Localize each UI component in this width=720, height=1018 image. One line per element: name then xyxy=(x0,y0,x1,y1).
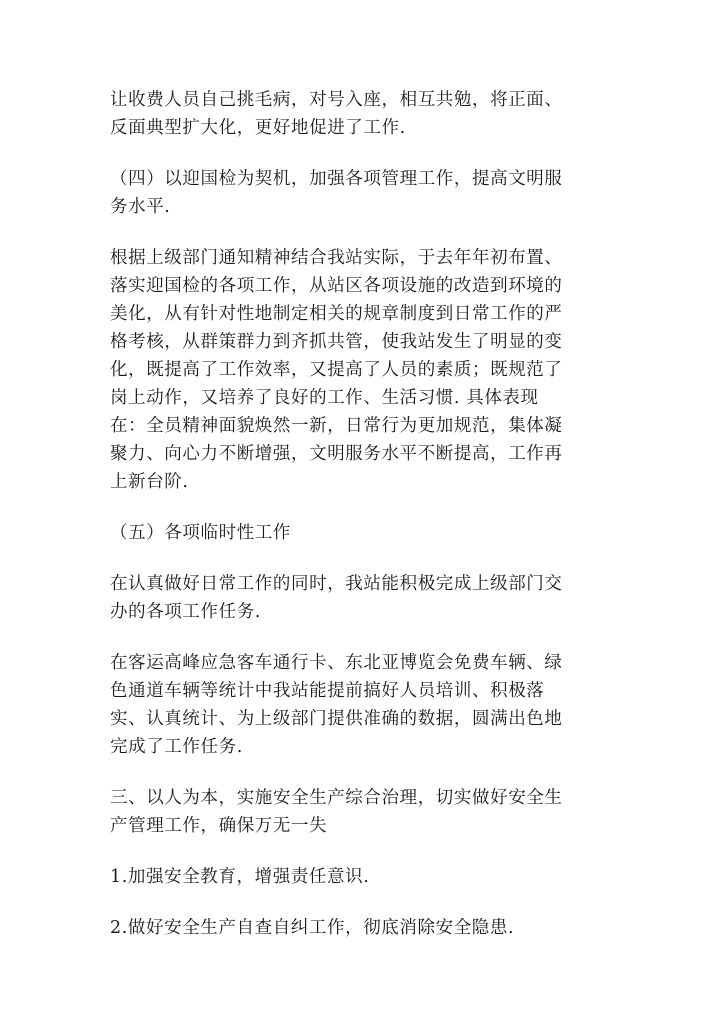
section-heading-five: （五）各项临时性工作 xyxy=(110,523,291,543)
paragraph-statistics-tasks: 在客运高峰应急客车通行卡、东北亚博览会免费车辆、绿 色通道车辆等统计中我站能提前搞好人员培训、积极落 实、认真统计、为上级部门提供准确的数据，圆满出色地 完成了工作任务. xyxy=(110,653,563,757)
section-heading-safety: 三、以人为本，实施安全生产综合治理，切实做好安全生 产管理工作，确保万无一失 xyxy=(110,788,563,836)
list-item-self-inspection: 2.做好安全生产自查自纠工作，彻底消除安全隐患. xyxy=(110,918,515,938)
section-heading-four: （四）以迎国检为契机，加强各项管理工作，提高文明服 务水平. xyxy=(110,169,563,217)
paragraph-inspection-work: 根据上级部门通知精神结合我站实际，于去年年初布置、 落实迎国检的各项工作，从站区各项设施的改造到环境的 美化，从有针对性地制定相关的规章制度到日常工作的严 格考核，从群策群力到齐抓共管，使我站发生了明显的变 化，既提高了工作效率，又提高了人员的素质；既规范了 岗上动作，又培养了良好的工作、生活习惯. 具体表现 在：全员精神面貌焕然一新，日常行为更加规范，集体凝 聚力、向心力不断增强，文明服务水平不断提高，工作再 上新台阶. xyxy=(110,248,563,492)
document-body xyxy=(110,86,610,965)
paragraph-daily-work: 在认真做好日常工作的同时，我站能积极完成上级部门交 办的各项工作任务. xyxy=(110,574,563,622)
paragraph-self-criticism: 让收费人员自己挑毛病，对号入座，相互共勉，将正面、 反面典型扩大化，更好地促进了工作. xyxy=(110,90,563,138)
list-item-safety-education: 1.加强安全教育，增强责任意识. xyxy=(110,867,370,887)
